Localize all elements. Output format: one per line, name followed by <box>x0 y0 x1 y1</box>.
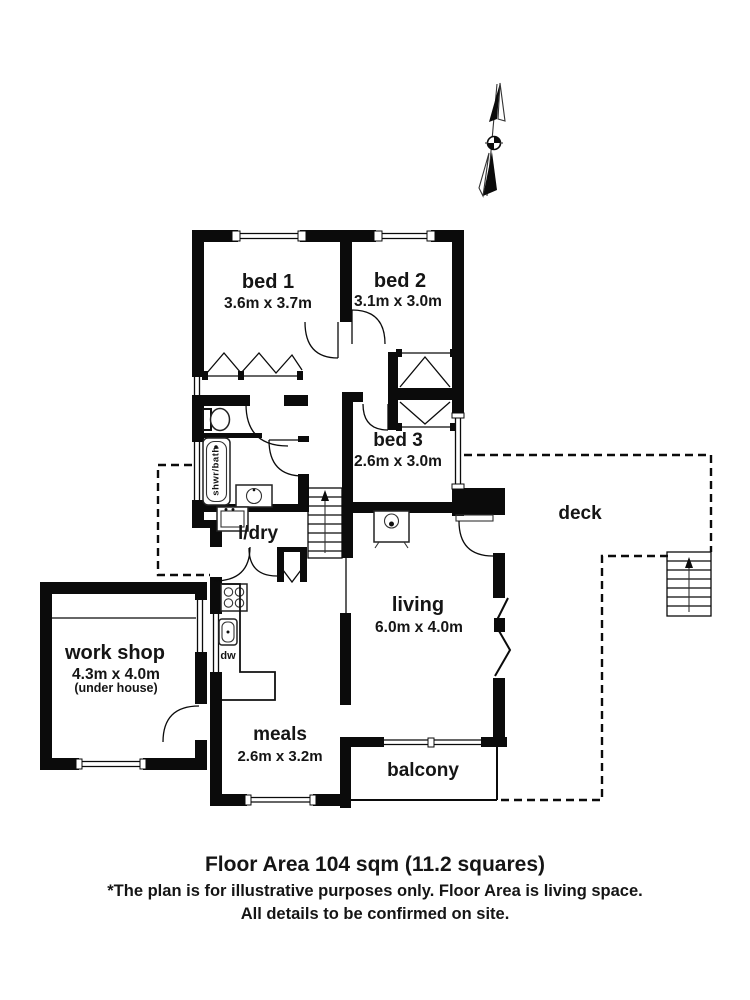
bed1-label: bed 1 <box>241 271 295 293</box>
bed1-dims: 3.6m x 3.7m <box>224 295 312 312</box>
living-label: living <box>391 594 445 616</box>
workshop-note: (under house) <box>74 681 158 695</box>
workshop-label: work shop <box>64 642 165 664</box>
floor-area-text: Floor Area 104 sqm (11.2 squares) <box>204 853 546 876</box>
deck-stairs <box>667 552 711 616</box>
bed3-label: bed 3 <box>373 430 423 451</box>
bed2-label: bed 2 <box>373 270 427 292</box>
toilet-icon <box>203 409 230 431</box>
living-dims: 6.0m x 4.0m <box>375 619 463 636</box>
kitchen-sink-icon <box>219 619 237 645</box>
workshop-dims: 4.3m x 4.0m <box>72 666 160 683</box>
laundry-label: l/dry <box>237 523 279 544</box>
meals-dims: 2.6m x 3.2m <box>237 748 323 765</box>
shower-bath-label: shwr/bath <box>210 446 222 496</box>
disclaimer-line1: *The plan is for illustrative purposes only. Floor Area is living space. <box>107 882 643 900</box>
disclaimer-line2: All details to be confirmed on site. <box>240 905 510 923</box>
kitchen-closet <box>277 547 307 582</box>
bed3-dims: 2.6m x 3.0m <box>354 453 442 470</box>
heater-icon <box>374 511 409 548</box>
balcony-label: balcony <box>387 760 459 781</box>
north-arrow-icon <box>479 83 505 196</box>
bed3-robe-doors <box>388 400 456 431</box>
vanity-basin-icon <box>236 485 272 507</box>
meals-label: meals <box>253 724 307 745</box>
bed2-dims: 3.1m x 3.0m <box>354 293 442 310</box>
bed1-robe-doors <box>202 353 303 380</box>
deck-label: deck <box>558 503 602 524</box>
stove-icon <box>221 584 247 611</box>
dishwasher-label: dw <box>220 650 236 662</box>
bed2-robe-doors <box>388 349 456 392</box>
